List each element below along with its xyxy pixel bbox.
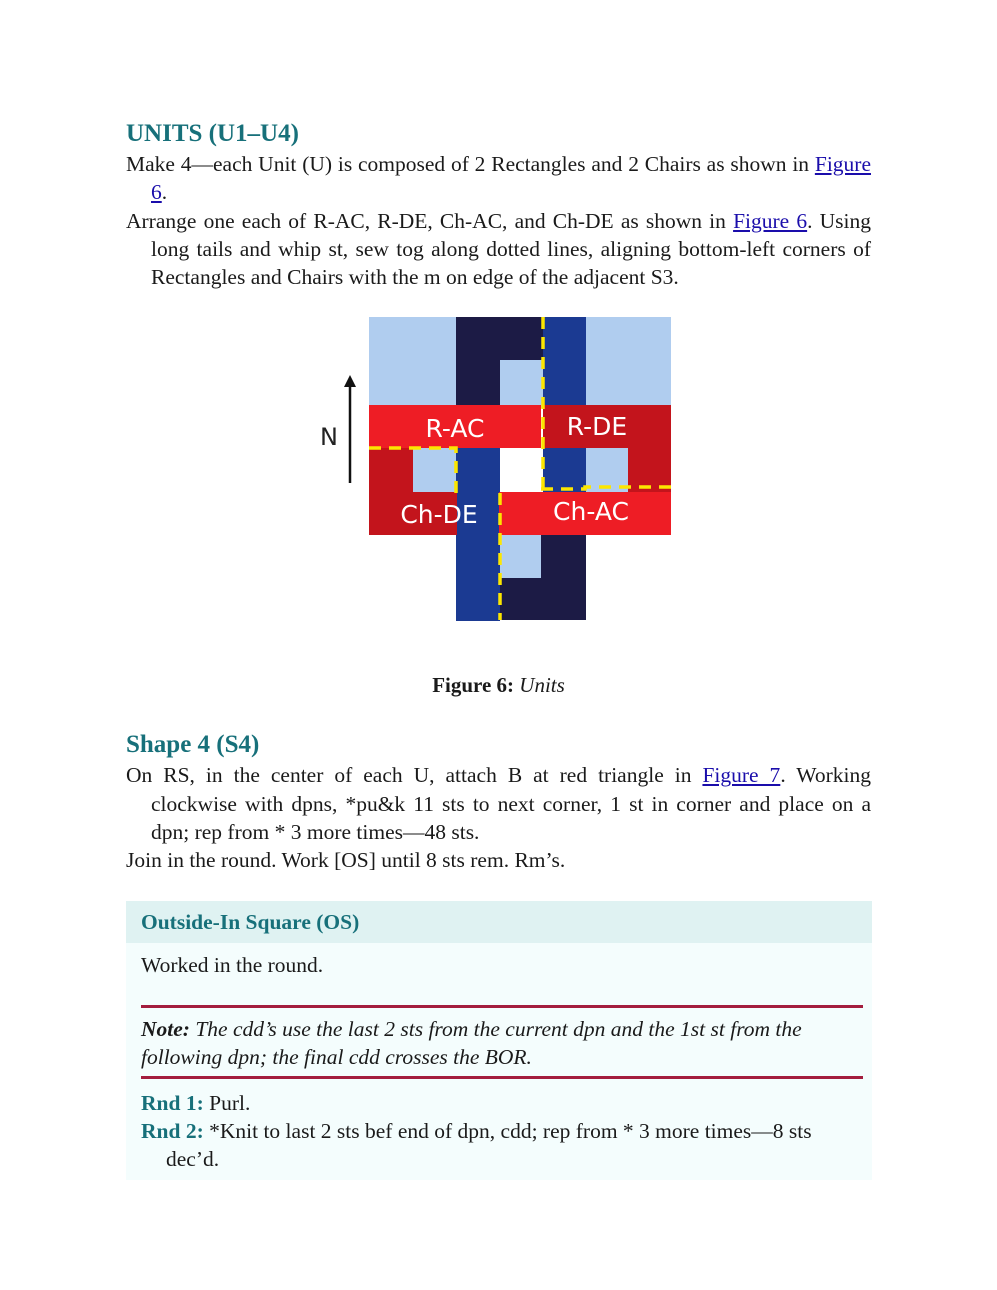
label-r-de: R-DE bbox=[566, 412, 628, 442]
figure-6-link-2[interactable]: Figure 6 bbox=[733, 208, 808, 233]
figure-7-link[interactable]: Figure 7 bbox=[702, 763, 781, 788]
units-diagram bbox=[316, 317, 811, 623]
label-ch-de: Ch-DE bbox=[400, 500, 478, 530]
box-intro: Worked in the round. bbox=[141, 952, 324, 977]
box-note: Note: The cdd’s use the last 2 sts from the current dpn and the 1st st from the following dpn; the final cdd crosses the BOR. bbox=[141, 1016, 802, 1069]
round-list bbox=[126, 1079, 872, 1180]
figure-caption: Figure 6: Units bbox=[432, 673, 565, 698]
box-title: Outside-In Square (OS) bbox=[126, 901, 872, 943]
royal-blue-column-left bbox=[456, 447, 500, 621]
shape4-paragraph-1: On RS, in the center of each U, attach B at red triangle in Figure 7. Working clockwise with dpns, *pu&k 11 sts to next corner, 1 st in corner and place on a dpn; rep from * 3 more times—48 sts. bbox=[126, 763, 871, 845]
label-ch-ac: Ch-AC bbox=[553, 497, 629, 527]
page-content bbox=[126, 118, 871, 1180]
figure-6 bbox=[126, 291, 871, 671]
figure-6-link[interactable]: Figure 6 bbox=[151, 152, 871, 205]
units-paragraph-1: Make 4—each Unit (U) is composed of 2 Rectangles and 2 Chairs as shown in Figure 6. bbox=[126, 152, 871, 205]
shape4-paragraph-2: Join in the round. Work [OS] until 8 sts rem. Rm’s. bbox=[126, 848, 566, 873]
units-paragraph-2: Arrange one each of R-AC, R-DE, Ch-AC, and Ch-DE as shown in Figure 6. Using long tails and whip st, sew tog along dotted lines, aligning bottom-left corners of Rectangles and Chairs with the m on edge of the adjacent S3. bbox=[126, 208, 872, 290]
north-arrow bbox=[320, 375, 356, 483]
round-2: Rnd 2: *Knit to last 2 sts bef end of dpn, cdd; rep from * 3 more times—8 sts dec’d. bbox=[141, 1118, 812, 1172]
shape4-heading: Shape 4 (S4) bbox=[126, 731, 260, 759]
round-1: Rnd 1: Purl. bbox=[141, 1090, 251, 1115]
units-heading: UNITS (U1–U4) bbox=[126, 120, 299, 147]
outside-in-square-box bbox=[126, 901, 872, 1180]
label-r-ac: R-AC bbox=[425, 414, 485, 444]
north-label: N bbox=[320, 423, 338, 452]
